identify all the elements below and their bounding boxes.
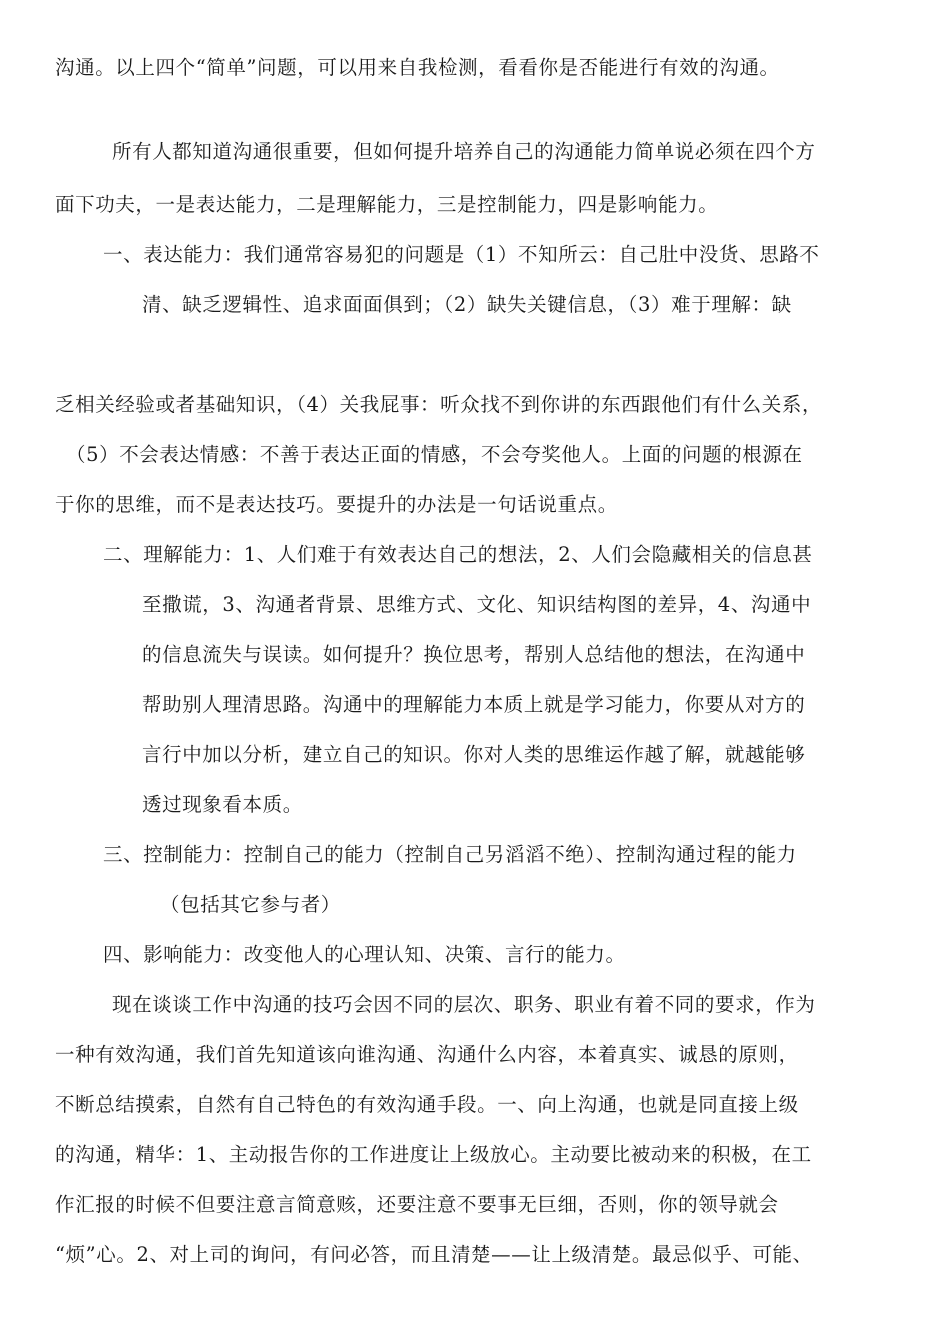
- text-line: 四、影响能力：改变他人的心理认知、决策、言行的能力。: [103, 943, 626, 966]
- text-line: “烦”心。2、对上司的询问，有问必答，而且清楚——让上级清楚。最忌似乎、可能、: [55, 1243, 813, 1266]
- text-line: 现在谈谈工作中沟通的技巧会因不同的层次、职务、职业有着不同的要求，作为: [112, 993, 816, 1016]
- text-line: 一、表达能力：我们通常容易犯的问题是（1）不知所云：自己肚中没货、思路不: [103, 243, 820, 266]
- text-line: （5）不会表达情感：不善于表达正面的情感，不会夸奖他人。上面的问题的根源在: [66, 443, 803, 466]
- text-line: 的信息流失与误读。如何提升？换位思考，帮别人总结他的想法，在沟通中: [142, 643, 806, 666]
- text-line: 乏相关经验或者基础知识，（4）关我屁事：听众找不到你讲的东西跟他们有什么关系，: [55, 393, 823, 416]
- text-line: 沟通。以上四个“简单”问题，可以用来自我检测，看看你是否能进行有效的沟通。: [55, 56, 780, 79]
- text-line: 清、缺乏逻辑性、追求面面俱到；（2）缺失关键信息，（3）难于理解：缺: [142, 293, 792, 316]
- text-line: 二、理解能力：1、人们难于有效表达自己的想法，2、人们会隐藏相关的信息甚: [103, 543, 813, 566]
- text-line: 于你的思维，而不是表达技巧。要提升的办法是一句话说重点。: [55, 493, 618, 516]
- text-line: 的沟通，精华：1、主动报告你的工作进度让上级放心。主动要比被动来的积极，在工: [55, 1143, 812, 1166]
- text-line: 言行中加以分析，建立自己的知识。你对人类的思维运作越了解，就越能够: [142, 743, 806, 766]
- text-line: 一种有效沟通，我们首先知道该向谁沟通、沟通什么内容，本着真实、诚恳的原则，: [55, 1043, 799, 1066]
- text-line: 所有人都知道沟通很重要，但如何提升培养自己的沟通能力简单说必须在四个方: [112, 140, 816, 163]
- text-line: 透过现象看本质。: [142, 793, 303, 816]
- text-line: 不断总结摸索，自然有自己特色的有效沟通手段。一、向上沟通，也就是同直接上级: [55, 1093, 799, 1116]
- text-line: 三、控制能力：控制自己的能力（控制自己另滔滔不绝）、控制沟通过程的能力: [103, 843, 797, 866]
- text-line: 面下功夫，一是表达能力，二是理解能力，三是控制能力，四是影响能力。: [55, 193, 719, 216]
- text-line: （包括其它参与者）: [160, 893, 341, 916]
- text-line: 至撒谎，3、沟通者背景、思维方式、文化、知识结构图的差异，4、沟通中: [142, 593, 812, 616]
- text-line: 帮助别人理清思路。沟通中的理解能力本质上就是学习能力，你要从对方的: [142, 693, 806, 716]
- text-line: 作汇报的时候不但要注意言简意赅，还要注意不要事无巨细，否则，你的领导就会: [55, 1193, 779, 1216]
